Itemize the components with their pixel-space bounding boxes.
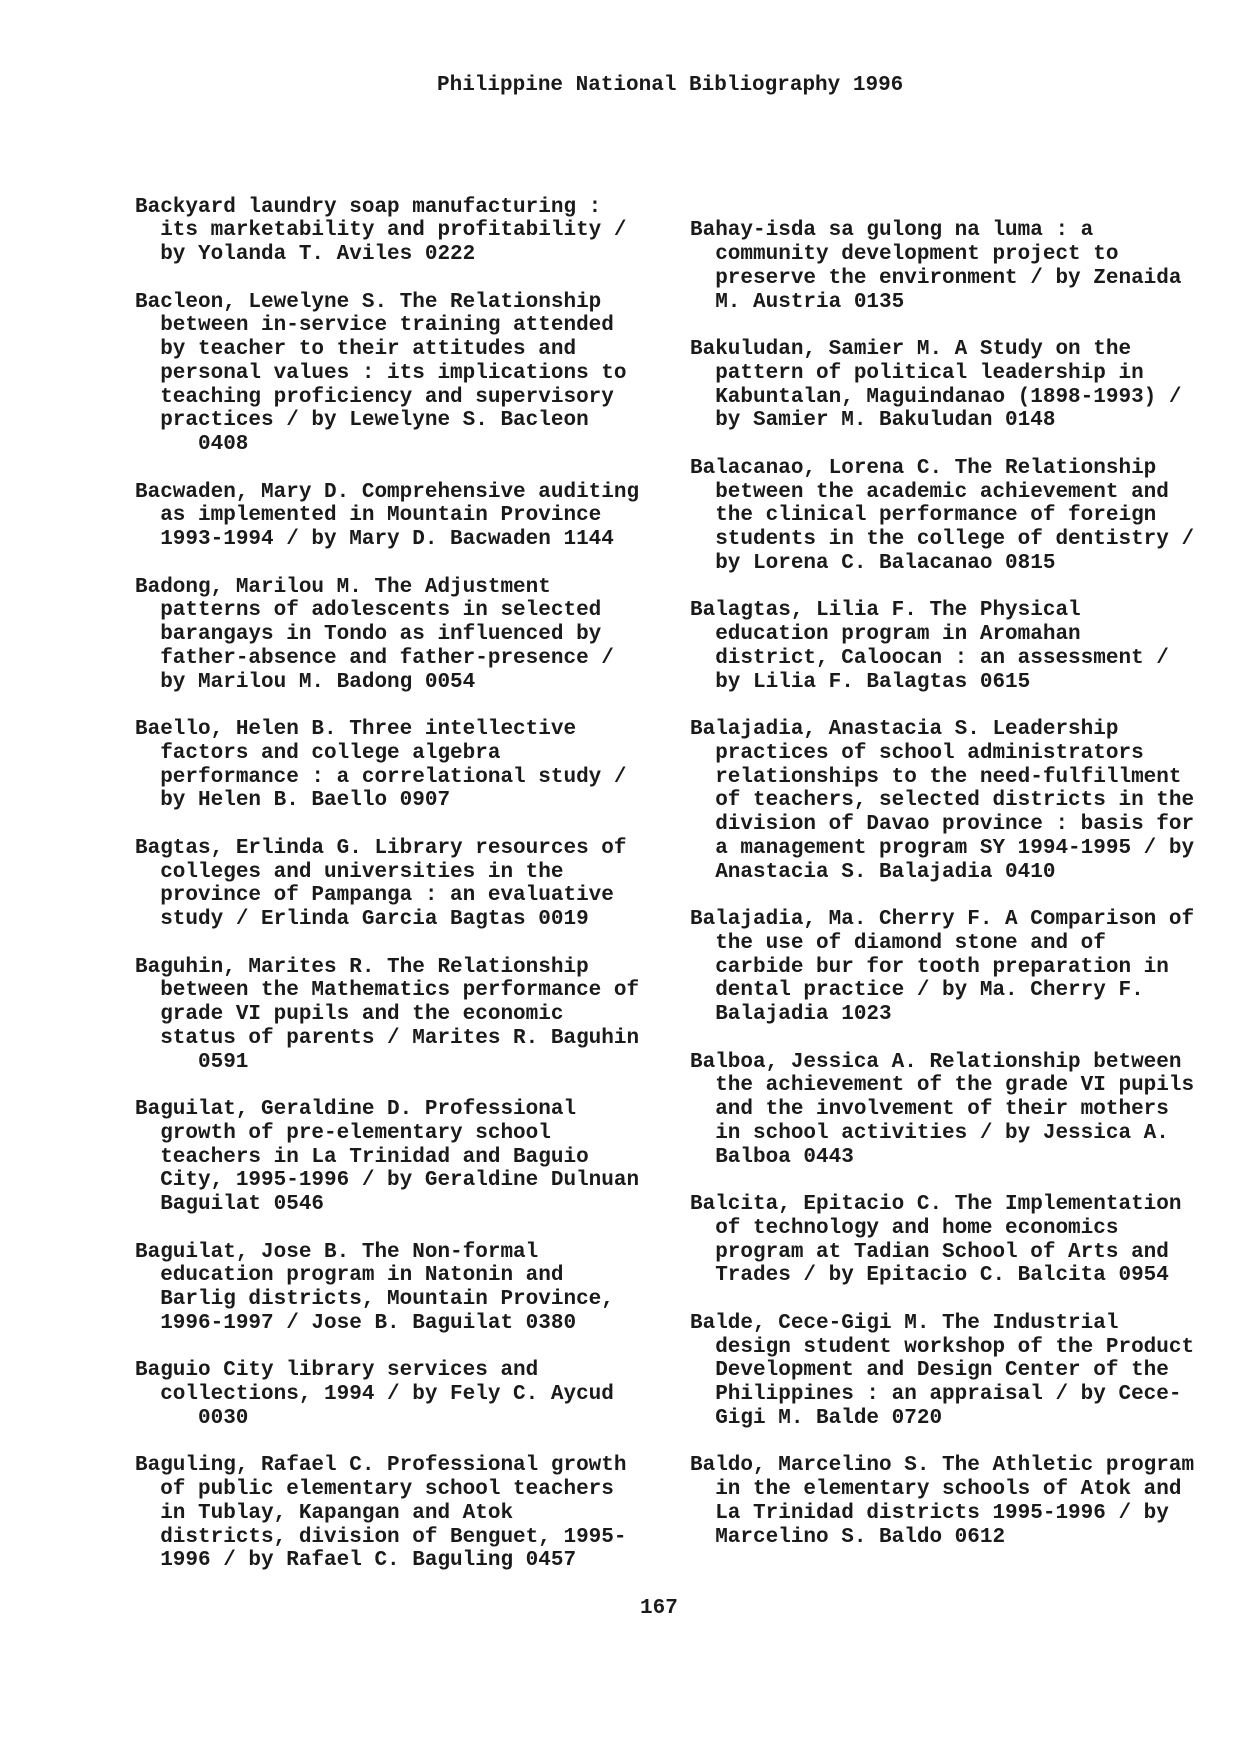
entry-continuation-line: 1996 / by Rafael C. Baguling 0457 xyxy=(160,1549,577,1573)
entry-continuation-line: practices / by Lewelyne S. Bacleon xyxy=(160,409,589,433)
entry-continuation-line: patterns of adolescents in selected xyxy=(160,599,602,623)
bibliography-entry xyxy=(135,196,665,267)
entry-continuation-line: by Yolanda T. Aviles 0222 xyxy=(160,243,476,266)
entry-continuation-line: between the academic achievement and xyxy=(715,480,1169,504)
entry-continuation-line: of public elementary school teachers xyxy=(160,1478,614,1501)
entry-continuation-line: relationships to the need-fulfillment xyxy=(715,765,1182,789)
entry-continuation-line: by teacher to their attitudes and xyxy=(160,338,577,361)
entry-heading-line: Balacanao, Lorena C. The Relationship xyxy=(690,456,1157,480)
entry-heading-line: Bacleon, Lewelyne S. The Relationship xyxy=(135,290,602,314)
entry-continuation-line: Kabuntalan, Maguindanao (1898-1993) / xyxy=(715,385,1182,409)
entry-continuation-line: Anastacia S. Balajadia 0410 xyxy=(715,860,1056,884)
right-column xyxy=(690,219,1220,1573)
entry-heading-line: Bacwaden, Mary D. Comprehensive auditing xyxy=(135,480,640,504)
entry-heading-line: Bahay-isda sa gulong na luma : a xyxy=(690,219,1094,243)
entry-continuation-line: La Trinidad districts 1995-1996 / by xyxy=(715,1501,1169,1525)
entry-continuation-line: Baguilat 0546 xyxy=(160,1193,325,1216)
bibliography-entry xyxy=(690,338,1220,433)
entry-continuation-line: Development and Design Center of the xyxy=(715,1359,1169,1383)
entry-continuation-line: the use of diamond stone and of xyxy=(715,931,1106,955)
entry-continuation-line: Marcelino S. Baldo 0612 xyxy=(715,1525,1006,1549)
entry-continuation-line: M. Austria 0135 xyxy=(715,290,905,314)
entry-continuation-line: province of Pampanga : an evaluative xyxy=(160,884,614,908)
entry-continuation-line: between the Mathematics performance of xyxy=(160,979,640,1003)
entry-continuation-line: Trades / by Epitacio C. Balcita 0954 xyxy=(715,1264,1169,1288)
entry-continuation-line: design student workshop of the Product xyxy=(715,1335,1195,1359)
entry-continuation-line: Barlig districts, Mountain Province, xyxy=(160,1288,614,1311)
entry-continuation-line: by Lorena C. Balacanao 0815 xyxy=(715,551,1056,575)
entry-continuation-line: district, Caloocan : an assessment / xyxy=(715,646,1169,670)
page-header-title: Philippine National Bibliography 1996 xyxy=(437,74,904,97)
entry-continuation-line: of technology and home economics xyxy=(715,1216,1119,1240)
entry-heading-line: Baldo, Marcelino S. The Athletic program xyxy=(690,1454,1195,1478)
entry-call-number: 0030 xyxy=(198,1406,249,1430)
entry-continuation-line: and the involvement of their mothers xyxy=(715,1098,1169,1121)
entry-continuation-line: by Marilou M. Badong 0054 xyxy=(160,670,476,694)
entry-continuation-line: teachers in La Trinidad and Baguio xyxy=(160,1145,589,1169)
entry-heading-line: Balde, Cece-Gigi M. The Industrial xyxy=(690,1311,1119,1335)
entry-continuation-line: pattern of political leadership in xyxy=(715,361,1144,385)
bibliography-entry xyxy=(690,1454,1220,1549)
bibliography-entry xyxy=(690,599,1220,694)
bibliography-entry xyxy=(135,1454,665,1573)
entry-continuation-line: in Tublay, Kapangan and Atok xyxy=(160,1501,514,1525)
bibliography-entry xyxy=(690,1051,1220,1170)
entry-continuation-line: its marketability and profitability / xyxy=(160,219,627,243)
entry-continuation-line: a management program SY 1994-1995 / by xyxy=(715,836,1195,860)
entry-continuation-line: barangays in Tondo as influenced by xyxy=(160,623,602,646)
entry-heading-line: Bakuludan, Samier M. A Study on the xyxy=(690,338,1132,361)
entry-heading-line: Balajadia, Ma. Cherry F. A Comparison of xyxy=(690,908,1195,931)
entry-continuation-line: grade VI pupils and the economic xyxy=(160,1003,564,1026)
bibliography-entry xyxy=(135,956,665,1075)
entry-continuation-line: 1993-1994 / by Mary D. Bacwaden 1144 xyxy=(160,528,614,551)
entry-heading-line: Balcita, Epitacio C. The Implementation xyxy=(690,1193,1182,1216)
entry-continuation-line: personal values : its implications to xyxy=(160,361,627,385)
entry-continuation-line: teaching proficiency and supervisory xyxy=(160,385,614,409)
entry-continuation-line: division of Davao province : basis for xyxy=(715,813,1195,836)
entry-continuation-line: 1996-1997 / Jose B. Baguilat 0380 xyxy=(160,1311,577,1335)
entry-continuation-line: as implemented in Mountain Province xyxy=(160,504,602,528)
bibliography-entry xyxy=(135,718,665,813)
bibliography-entry xyxy=(690,908,1220,1027)
entry-continuation-line: by Helen B. Baello 0907 xyxy=(160,789,451,813)
bibliography-entry xyxy=(135,481,665,552)
entry-continuation-line: Balajadia 1023 xyxy=(715,1003,892,1026)
bibliography-entry xyxy=(690,219,1220,314)
entry-continuation-line: performance : a correlational study / xyxy=(160,765,627,789)
bibliography-entry xyxy=(690,718,1220,884)
bibliography-entry xyxy=(135,1359,665,1430)
entry-continuation-line: Balboa 0443 xyxy=(715,1145,854,1169)
entry-heading-line: Baello, Helen B. Three intellective xyxy=(135,718,577,741)
entry-heading-line: Baguilat, Jose B. The Non-formal xyxy=(135,1240,539,1264)
entry-heading-line: Baguilat, Geraldine D. Professional xyxy=(135,1098,577,1121)
entry-heading-line: Baguhin, Marites R. The Relationship xyxy=(135,955,589,979)
entry-continuation-line: by Samier M. Bakuludan 0148 xyxy=(715,409,1056,433)
entry-continuation-line: education program in Natonin and xyxy=(160,1264,564,1288)
entry-continuation-line: carbide bur for tooth preparation in xyxy=(715,955,1169,979)
bibliography-entry xyxy=(690,1312,1220,1431)
entry-continuation-line: preserve the environment / by Zenaida xyxy=(715,266,1182,290)
entry-continuation-line: father-absence and father-presence / xyxy=(160,646,614,670)
bibliography-entry xyxy=(135,1241,665,1336)
entry-heading-line: Bagtas, Erlinda G. Library resources of xyxy=(135,836,627,860)
entry-heading-line: Balagtas, Lilia F. The Physical xyxy=(690,599,1081,623)
entry-continuation-line: education program in Aromahan xyxy=(715,623,1081,646)
bibliography-entry xyxy=(135,1098,665,1217)
entry-continuation-line: by Lilia F. Balagtas 0615 xyxy=(715,670,1031,694)
entry-continuation-line: colleges and universities in the xyxy=(160,860,564,884)
entry-heading-line: Baguling, Rafael C. Professional growth xyxy=(135,1454,627,1478)
entry-continuation-line: in the elementary schools of Atok and xyxy=(715,1478,1182,1501)
entry-heading-line: Backyard laundry soap manufacturing : xyxy=(135,195,602,219)
entry-heading-line: Badong, Marilou M. The Adjustment xyxy=(135,575,551,599)
entry-heading-line: Baguio City library services and xyxy=(135,1359,539,1383)
entry-continuation-line: City, 1995-1996 / by Geraldine Dulnuan xyxy=(160,1169,640,1193)
entry-continuation-line: in school activities / by Jessica A. xyxy=(715,1121,1169,1145)
entry-continuation-line: community development project to xyxy=(715,243,1119,266)
bibliography-entry xyxy=(690,457,1220,576)
left-column xyxy=(135,196,665,1597)
entry-continuation-line: districts, division of Benguet, 1995- xyxy=(160,1525,627,1549)
entry-continuation-line: the achievement of the grade VI pupils xyxy=(715,1074,1195,1098)
entry-continuation-line: Philippines : an appraisal / by Cece- xyxy=(715,1383,1182,1406)
entry-continuation-line: status of parents / Marites R. Baguhin xyxy=(160,1026,640,1050)
entry-continuation-line: students in the college of dentistry / xyxy=(715,528,1195,551)
bibliography-entry xyxy=(135,576,665,695)
entry-continuation-line: Gigi M. Balde 0720 xyxy=(715,1406,943,1430)
entry-continuation-line: program at Tadian School of Arts and xyxy=(715,1240,1169,1264)
entry-continuation-line: practices of school administrators xyxy=(715,741,1144,765)
entry-heading-line: Balboa, Jessica A. Relationship between xyxy=(690,1050,1182,1074)
entry-continuation-line: factors and college algebra xyxy=(160,741,501,765)
entry-heading-line: Balajadia, Anastacia S. Leadership xyxy=(690,718,1119,741)
page-number: 167 xyxy=(640,1597,678,1620)
entry-call-number: 0408 xyxy=(198,433,249,456)
entry-continuation-line: study / Erlinda Garcia Bagtas 0019 xyxy=(160,908,589,931)
entry-call-number: 0591 xyxy=(198,1050,249,1074)
entry-continuation-line: of teachers, selected districts in the xyxy=(715,789,1195,813)
entry-continuation-line: collections, 1994 / by Fely C. Aycud xyxy=(160,1383,614,1406)
entry-continuation-line: the clinical performance of foreign xyxy=(715,504,1157,528)
bibliography-entry xyxy=(135,291,665,457)
bibliography-entry xyxy=(690,1193,1220,1288)
bibliography-entry xyxy=(135,837,665,932)
entry-continuation-line: growth of pre-elementary school xyxy=(160,1121,551,1145)
entry-continuation-line: dental practice / by Ma. Cherry F. xyxy=(715,979,1144,1003)
entry-continuation-line: between in-service training attended xyxy=(160,314,614,338)
